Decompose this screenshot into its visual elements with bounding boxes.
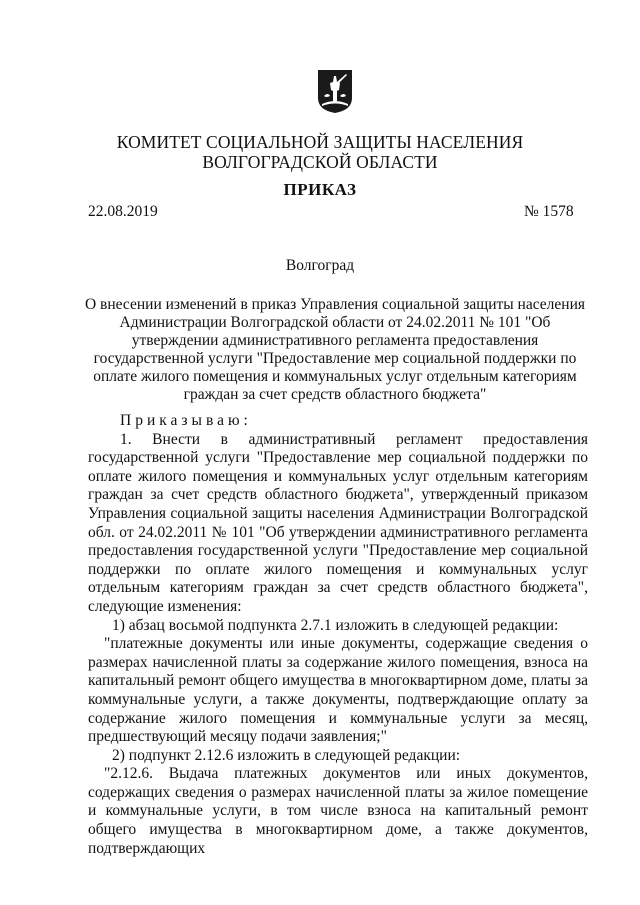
quote-paragraph-2: "2.12.6. Выдача платежных документов или иных документов, содержащих сведения о размерах начисленной платы за жилое помещение и коммунальные услуги, в том числе взноса на капитальный ремонт общего имущества в многоквартирном доме, а также документов, подтверждающих: [88, 765, 588, 857]
subject-line: граждан за счет средств областного бюджета": [183, 386, 487, 403]
subject-line: оплате жилого помещения и коммунальных услуг отдельным категориям: [93, 368, 577, 385]
document-subject: [80, 296, 590, 404]
subject-line: государственной услуги "Предоставление мер социальной поддержки по: [93, 350, 577, 367]
paragraph-sub-2: 2) подпункт 2.12.6 изложить в следующей редакции:: [112, 746, 461, 764]
org-name-line2: ВОЛГОГРАДСКОЙ ОБЛАСТИ: [202, 152, 438, 172]
document-type: ПРИКАЗ: [283, 180, 357, 199]
paragraph-item-1: 1. Внести в административный регламент предоставления государственной услуги "Предоставление мер социальной поддержки по оплате жилого помещения и коммунальных услуг отдельным категориям граждан за счет средств областного бюджета", утвержденный приказом Управления социальной защиты населения Администрации Волгоградской обл. от 24.02.2011 № 101 "Об утверждении административного регламента предоставления государственной услуги "Предоставление мер социальной поддержки по оплате жилого помещения и коммунальных услуг отдельным категориям граждан за счет средств областного бюджета", следующие изменения:: [88, 430, 588, 615]
document-city: Волгоград: [285, 257, 355, 274]
document-body: [88, 412, 588, 858]
quote-paragraph-1: "платежные документы или иные документы, содержащие сведения о размерах начисленной платы за содержание жилого помещения, взноса на капитальный ремонт общего имущества в многоквартирном доме, платы за коммунальные услуги, а также документы, подтверждающие оплату за содержание жилого помещения и коммунальные услуги за месяц, предшествующий месяцу подачи заявления;": [88, 635, 588, 746]
decree-word: Приказываю:: [120, 412, 252, 429]
subject-line: О внесении изменений в приказ Управления социальной защиты населения: [84, 296, 586, 313]
document-number: № 1578: [524, 203, 574, 220]
paragraph-sub-1: 1) абзац восьмой подпункта 2.7.1 изложить в следующей редакции:: [112, 616, 559, 634]
org-name-line1: КОМИТЕТ СОЦИАЛЬНОЙ ЗАЩИТЫ НАСЕЛЕНИЯ: [116, 132, 524, 152]
coat-of-arms-icon: [316, 68, 354, 114]
document-date: 22.08.2019: [88, 203, 158, 220]
subject-line: утверждении административного регламента предоставления: [131, 332, 539, 349]
subject-line: Администрации Волгоградской области от 24.02.2011 № 101 "Об: [119, 314, 551, 331]
